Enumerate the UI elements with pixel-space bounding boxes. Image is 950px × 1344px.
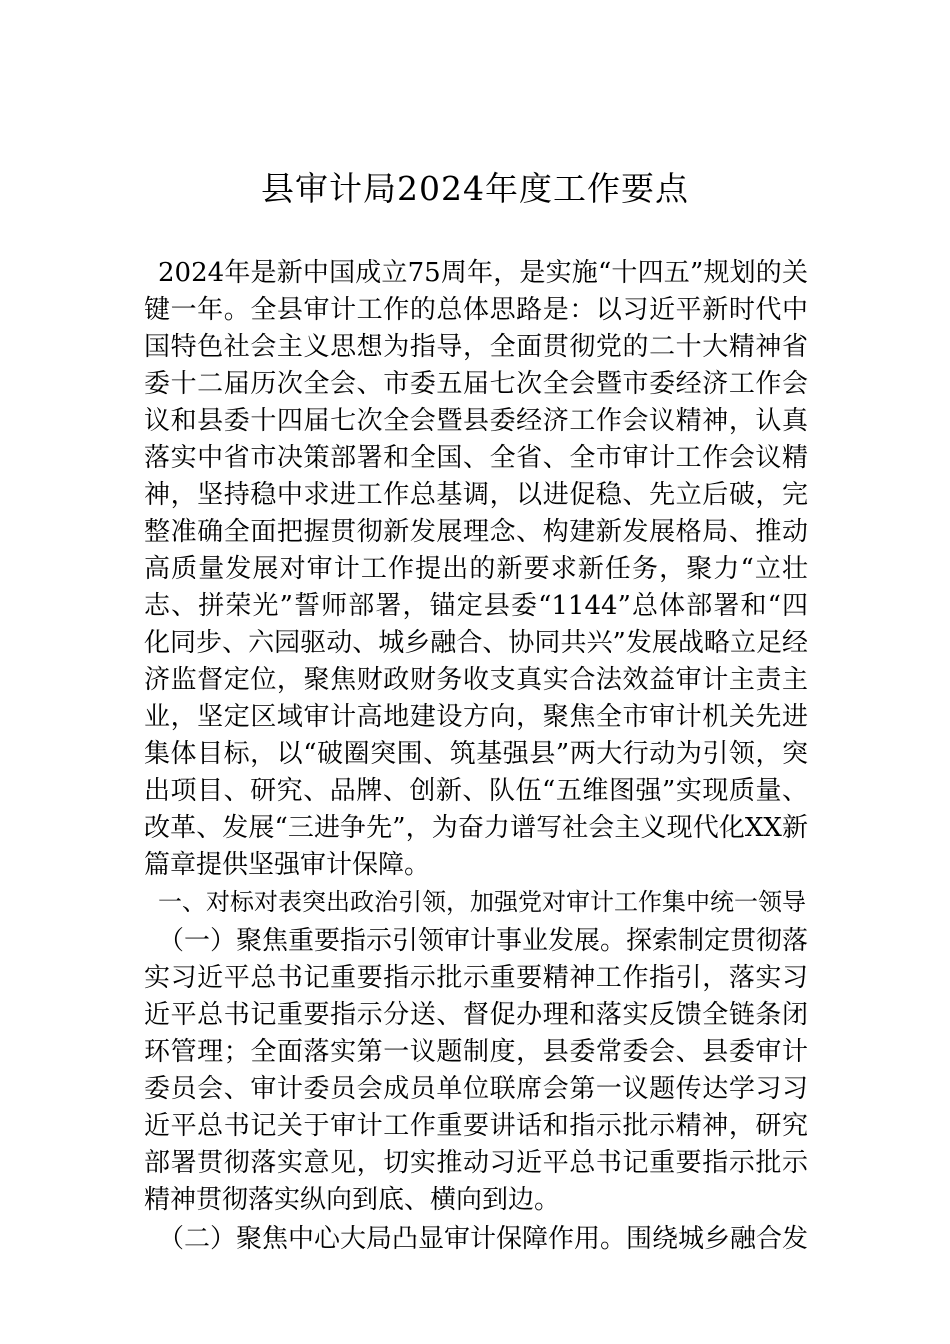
subsection-paragraph-1: （一）聚焦重要指示引领审计事业发展。探索制定贯彻落实习近平总书记重要指示批示重要精神工作指引，落实习近平总书记重要指示分送、督促办理和落实反馈全链条闭环管理；全面落实第一议题制度，县委常委会、县委审计委员会、审计委员会成员单位联席会第一议题传达学习习近平总书记关于审计工作重要讲话和指示批示精神，研究部署贯彻落实意见，切实推动习近平总书记重要指示批示精神贯彻落实纵向到底、横向到边。 <box>144 926 809 1215</box>
subsection-paragraph-2: （二）聚焦中心大局凸显审计保障作用。围绕城乡融合发 <box>158 1224 809 1254</box>
section-heading-1: 一、对标对表突出政治引领，加强党对审计工作集中统一领导 <box>158 888 806 916</box>
document-body <box>144 255 808 1258</box>
document-title: 县审计局2024年度工作要点 <box>261 169 689 208</box>
intro-paragraph: 2024年是新中国成立75周年，是实施“十四五”规划的关键一年。全县审计工作的总体思路是：以习近平新时代中国特色社会主义思想为指导，全面贯彻党的二十大精神省委十二届历次全会、市委五届七次全会暨市委经济工作会议和县委十四届七次全会暨县委经济工作会议精神，认真落实中省市决策部署和全国、全省、全市审计工作会议精神，坚持稳中求进工作总基调，以进促稳、先立后破，完整准确全面把握贯彻新发展理念、构建新发展格局、推动高质量发展对审计工作提出的新要求新任务，聚力“立壮志、拼荣光”誓师部署，锚定县委“1144”总体部署和“四化同步、六园驱动、城乡融合、协同共兴”发展战略立足经济监督定位，聚焦财政财务收支真实合法效益审计主责主业，坚定区域审计高地建设方向，聚焦全市审计机关先进集体目标，以“破圈突围、筑基强县”两大行动为引领，突出项目、研究、品牌、创新、队伍“五维图强”实现质量、改革、发展“三进争先”，为奋力谱写社会主义现代化XX新篇章提供坚强审计保障。 <box>144 258 808 880</box>
